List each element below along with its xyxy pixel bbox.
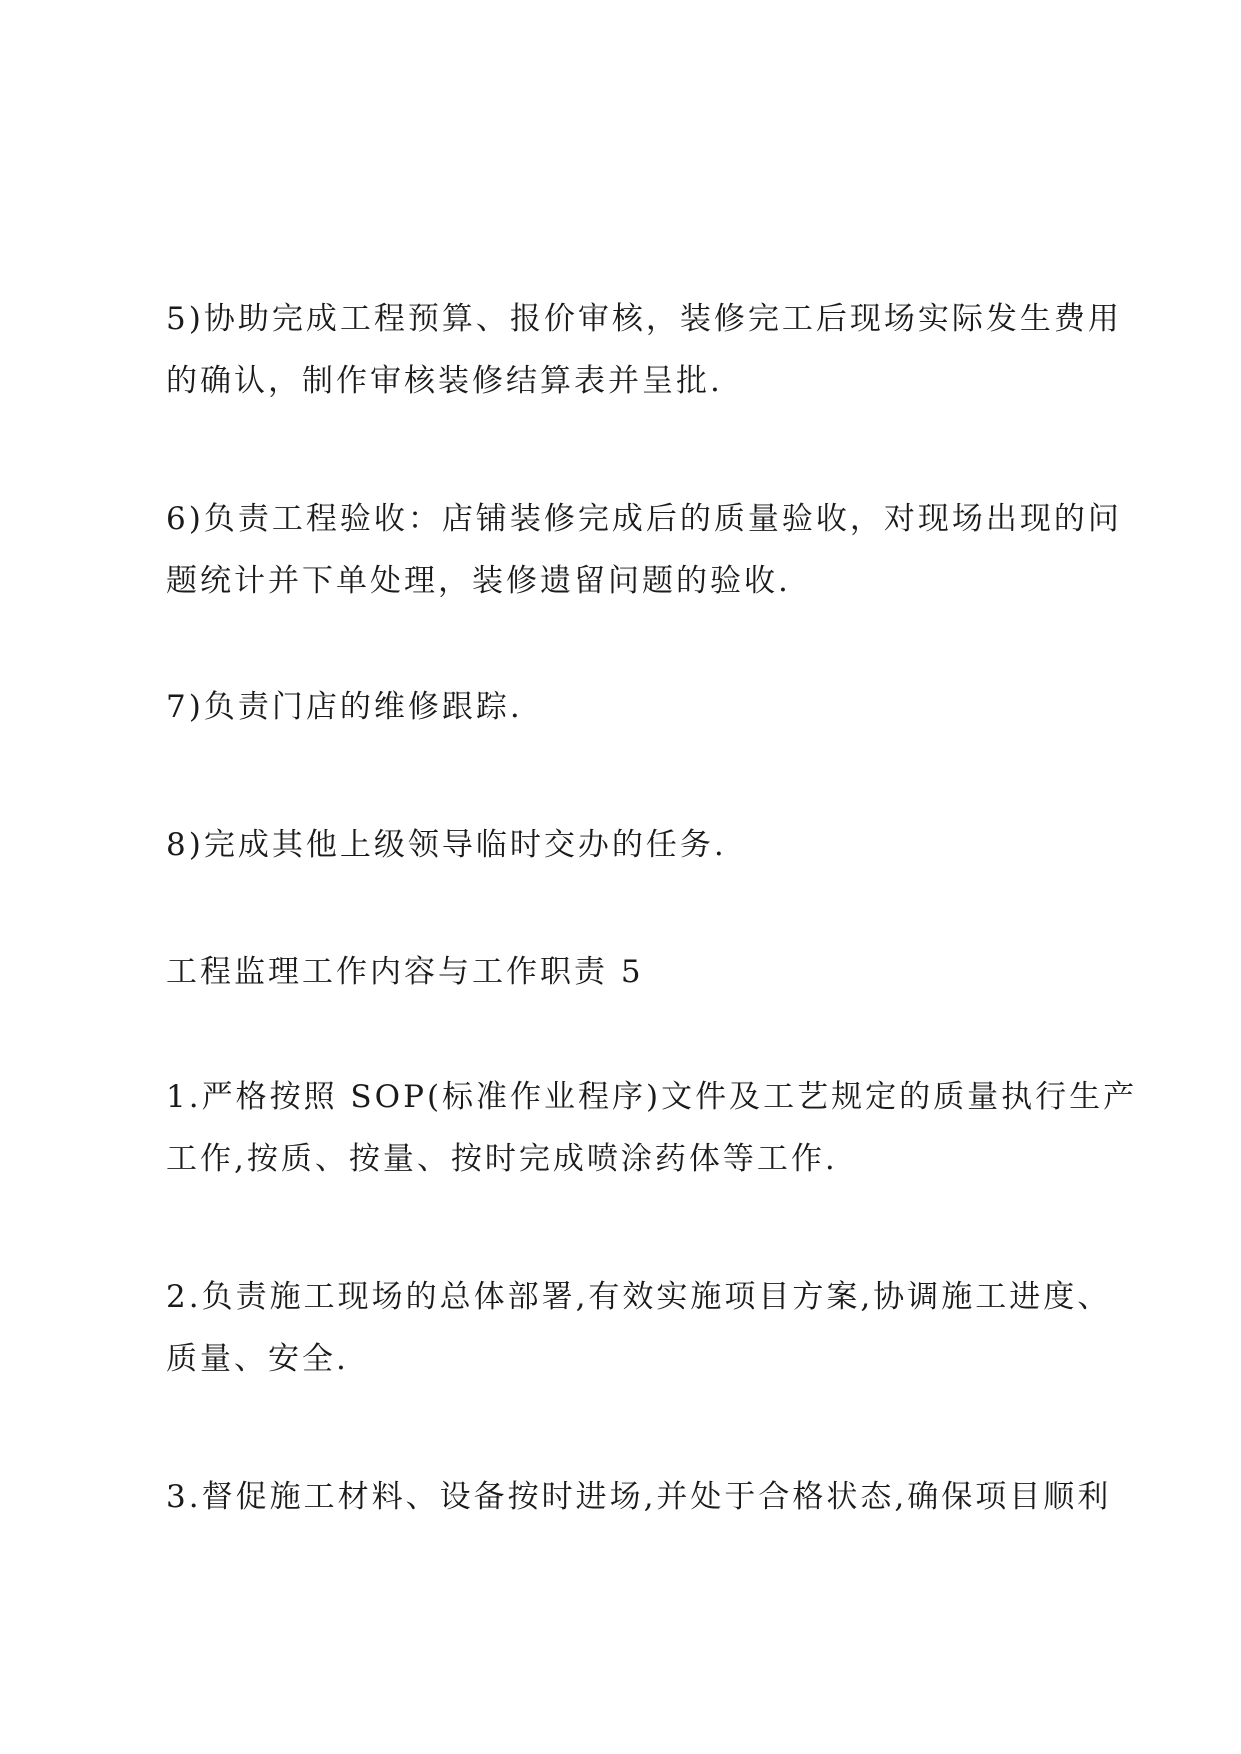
text-line: 6)负责工程验收：店铺装修完成后的质量验收，对现场出现的问: [166, 501, 1122, 537]
text-line: 的确认，制作审核装修结算表并呈批.: [166, 363, 723, 399]
text-line: 质量、安全.: [166, 1341, 349, 1377]
text-line: 8)完成其他上级领导临时交办的任务.: [166, 827, 727, 863]
text-line: 工程监理工作内容与工作职责 5: [166, 954, 644, 990]
paragraph-item-2: [166, 1266, 1112, 1390]
text-line: 1.严格按照 SOP(标准作业程序)文件及工艺规定的质量执行生产: [166, 1079, 1138, 1115]
paragraph-item-1: [166, 1066, 1138, 1190]
paragraph-item-7: [166, 676, 1096, 738]
paragraph-item-8: [166, 814, 1096, 876]
text-line: 7)负责门店的维修跟踪.: [166, 689, 523, 725]
text-line: 工作,按质、按量、按时完成喷涂药体等工作.: [166, 1141, 838, 1177]
text-line: 题统计并下单处理，装修遗留问题的验收.: [166, 563, 791, 599]
paragraph-item-6: [166, 488, 1122, 612]
text-line: 3.督促施工材料、设备按时进场,并处于合格状态,确保项目顺利: [166, 1479, 1112, 1515]
paragraph-item-5: [166, 288, 1122, 412]
paragraph-item-3: [166, 1466, 1112, 1528]
section-heading: [166, 941, 1096, 1003]
text-line: 5)协助完成工程预算、报价审核，装修完工后现场实际发生费用: [166, 301, 1122, 337]
text-line: 2.负责施工现场的总体部署,有效实施项目方案,协调施工进度、: [166, 1279, 1112, 1315]
